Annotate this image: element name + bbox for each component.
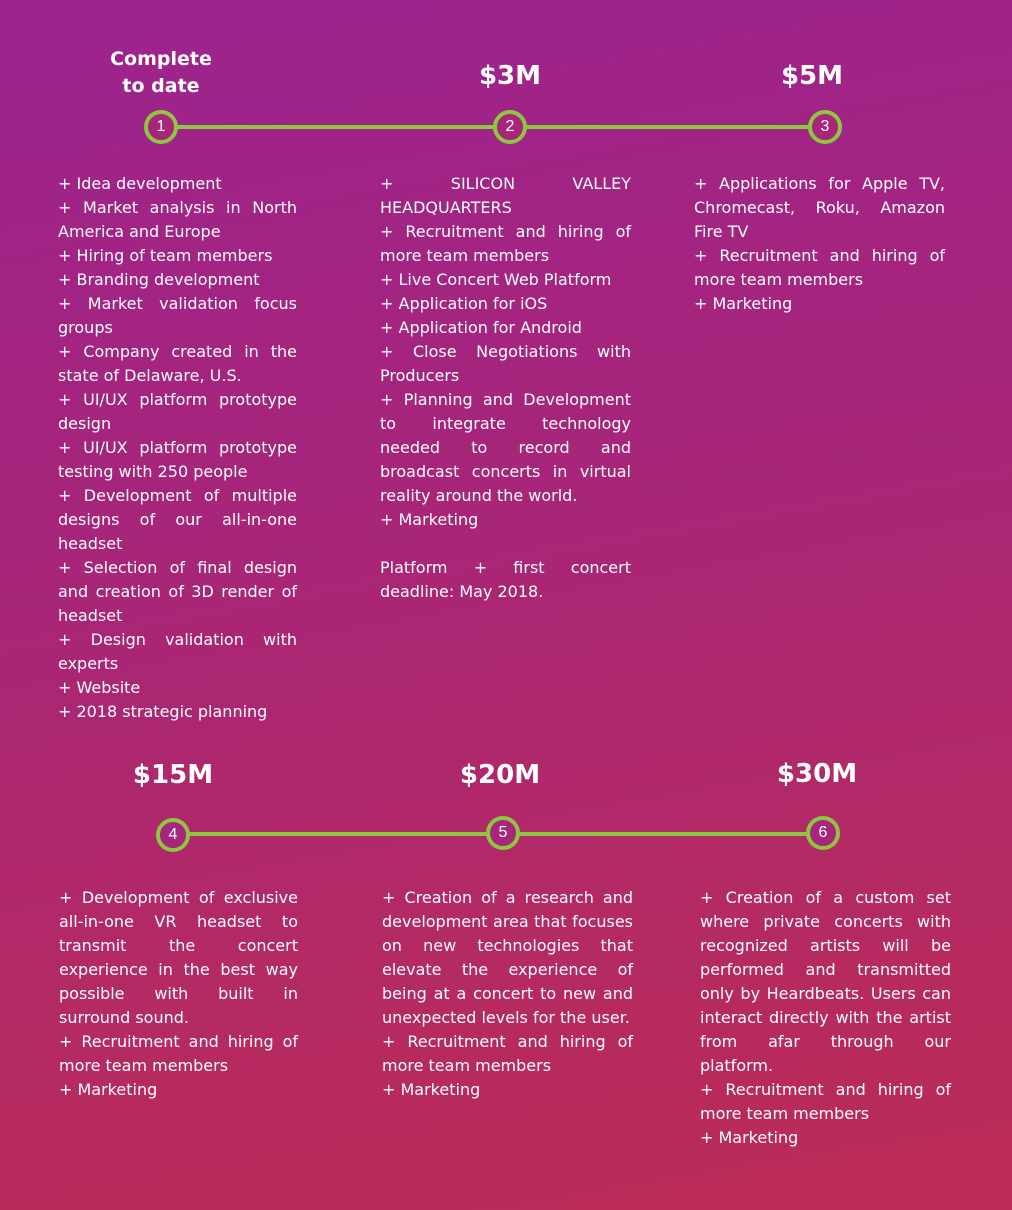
milestone-node-6: 6: [806, 816, 840, 850]
milestone-node-1: 1: [144, 110, 178, 144]
list-item: + 2018 strategic planning: [58, 702, 268, 721]
stage-6-heading: $30M: [776, 759, 858, 789]
list-item: + Marketing: [382, 1080, 481, 1099]
list-item: + Recruitment and hiring of more team members: [380, 222, 631, 265]
list-item: + Idea development: [58, 174, 222, 193]
stage-2-heading: $3M: [478, 61, 542, 91]
list-item: + Marketing: [380, 510, 479, 529]
list-item: + Application for Android: [380, 318, 582, 337]
list-item: + Recruitment and hiring of more team members: [700, 1080, 951, 1123]
list-item: + UI/UX platform prototype testing with 250 people: [58, 438, 297, 481]
list-item: + Marketing: [694, 294, 793, 313]
stage-2-list: [380, 172, 631, 604]
milestone-node-5: 5: [486, 816, 520, 850]
milestone-node-4: 4: [156, 818, 190, 852]
list-item: + Recruitment and hiring of more team members: [382, 1032, 633, 1075]
list-item: + Development of multiple designs of our all-in-one headset: [58, 486, 297, 553]
list-item: + UI/UX platform prototype design: [58, 390, 297, 433]
list-item: + Company created in the state of Delaware, U.S.: [58, 342, 297, 385]
list-item: + Development of exclusive all-in-one VR headset to transmit the concert experience in the best way possible with built in surround sound.: [59, 888, 298, 1027]
list-item: + Recruitment and hiring of more team members: [694, 246, 945, 289]
milestone-node-3: 3: [808, 110, 842, 144]
stage-4-heading: $15M: [132, 760, 214, 790]
list-item: + Close Negotiations with Producers: [380, 342, 631, 385]
stage-3-list: [694, 172, 945, 316]
stage-3-heading: $5M: [780, 61, 844, 91]
stage-5-heading: $20M: [459, 760, 541, 790]
list-item: + Live Concert Web Platform: [380, 270, 612, 289]
list-item: + SILICON VALLEY HEADQUARTERS: [380, 174, 631, 217]
list-item: + Marketing: [700, 1128, 799, 1147]
stage-5-list: [382, 886, 633, 1102]
list-item: + Creation of a custom set where private concerts with recognized artists will be performed and transmitted only by Heardbeats. Users can interact directly with the artist from afar through our platform.: [700, 888, 951, 1075]
list-item: + Creation of a research and development area that focuses on new technologies that elevate the experience of being at a concert to new and unexpected levels for the user.: [382, 888, 633, 1027]
list-item: + Recruitment and hiring of more team members: [59, 1032, 298, 1075]
list-item: + Selection of final design and creation of 3D render of headset: [58, 558, 297, 625]
list-item: + Market analysis in North America and Europe: [58, 198, 297, 241]
list-item: + Hiring of team members: [58, 246, 273, 265]
list-item: + Planning and Development to integrate technology needed to record and broadcast concerts in virtual reality around the world.: [380, 390, 631, 505]
stage-6-list: [700, 886, 951, 1150]
stage-4-list: [59, 886, 298, 1102]
milestone-node-2: 2: [493, 110, 527, 144]
stage-1-heading: Complete to date: [110, 48, 212, 97]
list-item: + Branding development: [58, 270, 260, 289]
stage-1-list: [58, 172, 297, 724]
list-item: + Market validation focus groups: [58, 294, 297, 337]
list-item: + Application for iOS: [380, 294, 548, 313]
list-item: + Website: [58, 678, 141, 697]
list-item: + Marketing: [59, 1080, 158, 1099]
deadline-note: Platform + first concert deadline: May 2018.: [380, 558, 631, 601]
list-item: + Applications for Apple TV, Chromecast, Roku, Amazon Fire TV: [694, 174, 945, 241]
list-item: + Design validation with experts: [58, 630, 297, 673]
